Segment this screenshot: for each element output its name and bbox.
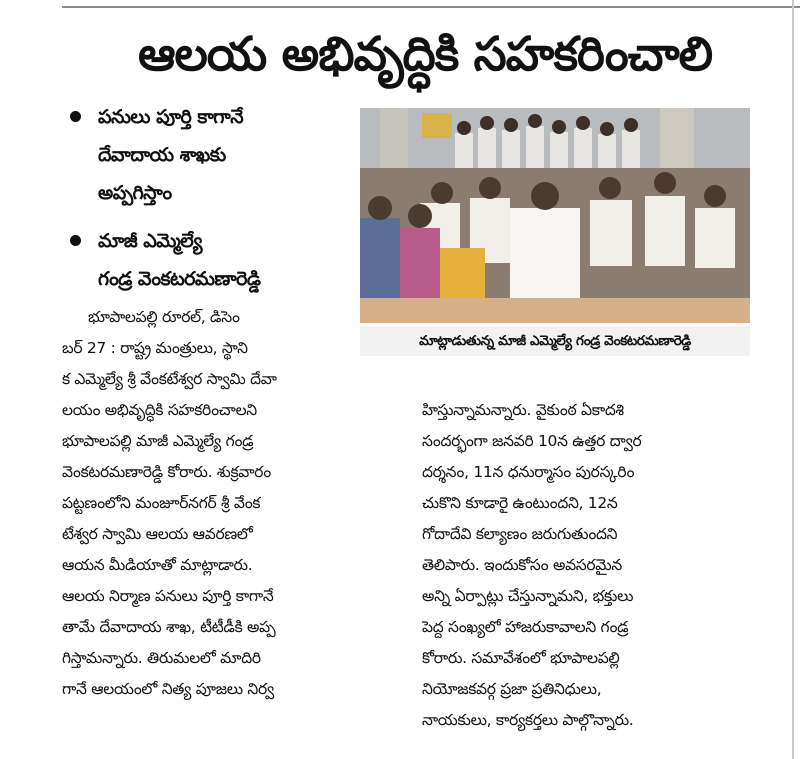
article-headline: ఆలయ అభివృద్ధికి సహకరించాలి <box>137 27 713 82</box>
bullet-line: పనులు పూర్తి కాగానే <box>98 106 244 128</box>
text-line: పెద్ద సంఖ్యలో హాజరుకావాలని గండ్ర <box>422 618 629 636</box>
bullet-line: మాజీ ఎమ్మెల్యే <box>98 230 202 252</box>
text-line: ఆయన మీడియాతో మాట్లాడారు. <box>62 556 253 574</box>
bullet-line: గండ్ర వెంకటరమణారెడ్డి <box>98 268 261 290</box>
text-line: సందర్భంగా జనవరి 10న ఉత్తర ద్వార <box>422 432 642 450</box>
text-line: భూపాలపల్లి మాజీ ఎమ్మెల్యే గండ్ర <box>62 432 254 450</box>
article-column-1 <box>62 302 410 705</box>
text-line: కోరారు. సమావేశంలో భూపాలపల్లి <box>422 649 620 667</box>
text-line: వెంకటరమణారెడ్డి కోరారు. శుక్రవారం <box>62 463 271 481</box>
text-line: దర్శనం, 11న ధనుర్మాసం పురస్కరిం <box>422 463 635 481</box>
text-line: గోదాదేవి కల్యాణం జరుగుతుందని <box>422 525 618 543</box>
text-line: చుకొని కూడారై ఉంటుందని, 12న <box>422 494 618 512</box>
top-rule <box>62 6 800 8</box>
bullet-line: అప్పగిస్తాం <box>98 182 172 204</box>
bullet-dot-icon <box>70 111 81 122</box>
news-photo-image <box>360 108 750 323</box>
text-line: భూపాలపల్లి రూరల్, డిసెం <box>88 308 240 326</box>
text-line: తెలిపారు. ఇందుకోసం అవసరమైన <box>422 556 622 574</box>
bullet-dot-icon <box>70 235 81 246</box>
text-line: క ఎమ్మెల్యే శ్రీ వేంకటేశ్వర స్వామి దేవా <box>62 370 277 388</box>
text-line: హిస్తున్నామన్నారు. వైకుంఠ ఏకాదశి <box>422 401 624 419</box>
text-line: అన్ని ఏర్పాట్లు చేస్తున్నామని, భక్తులు <box>422 587 634 605</box>
highlight-bullets <box>62 98 352 308</box>
text-line: పట్టణంలోని మంజూర్‌నగర్ శ్రీ వేంక <box>62 494 261 512</box>
column-rule <box>792 0 794 759</box>
news-photo <box>360 108 750 323</box>
bullet-point <box>62 222 352 298</box>
text-line: గిస్తామన్నారు. తిరుమలలో మాదిరి <box>62 649 261 667</box>
text-line: గానే ఆలయంలో నిత్య పూజలు నిర్వ <box>62 680 274 698</box>
photo-caption: మాట్లాడుతున్న మాజీ ఎమ్మెల్యే గండ్ర వెంకటరమణారెడ్డి <box>360 326 750 356</box>
bullet-point <box>62 98 352 212</box>
text-line: తామే దేవాదాయ శాఖ, టీటీడీకి అప్ప <box>62 618 276 636</box>
text-line: నాయకులు, కార్యకర్తలు పాల్గొన్నారు. <box>422 711 634 729</box>
text-line: లయం అభివృద్ధికి సహకరించాలని <box>62 401 257 419</box>
text-line: బర్ 27 : రాష్ట్ర మంత్రులు, స్థాని <box>62 339 248 357</box>
text-line: టేశ్వర స్వామి ఆలయ ఆవరణలో <box>62 525 253 543</box>
article-column-2 <box>422 395 752 736</box>
bullet-line: దేవాదాయ శాఖకు <box>98 144 226 166</box>
text-line: ఆలయ నిర్మాణ పనులు పూర్తి కాగానే <box>62 587 274 605</box>
text-line: నియోజకవర్గ ప్రజా ప్రతినిధులు, <box>422 680 602 698</box>
